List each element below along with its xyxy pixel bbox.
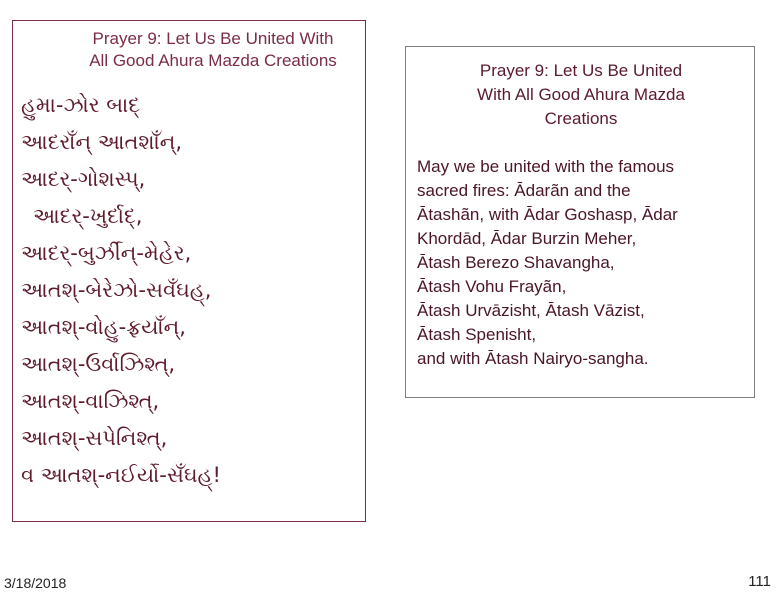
gujarati-line: આદર્-ગોશસ્પ્,	[21, 167, 146, 191]
left-title-line-2: All Good Ahura Mazda Creations	[89, 51, 337, 70]
english-translation-box	[405, 46, 755, 398]
right-title-line: Creations	[544, 109, 618, 128]
right-title	[426, 59, 736, 131]
translation-line: Ātash Urvāzisht, Ātash Vāzist,	[417, 301, 645, 320]
gujarati-line: આદર્-બુર્ઝીન્-મેહેર,	[21, 241, 192, 265]
gujarati-line: આદર્-ખુર્દાદ્,	[33, 204, 143, 228]
left-title-line-1: Prayer 9: Let Us Be United With	[92, 29, 334, 48]
gujarati-line: આતશ્-ઉર્વાઝિશ્ત્,	[21, 352, 176, 376]
translation-line: and with Ātash Nairyo-sangha.	[417, 349, 649, 368]
translation-line: Khordād, Ādar Burzin Meher,	[417, 229, 637, 248]
gujarati-line: આતશ્-બેરેઝો-સવઁઘહ્,	[21, 278, 212, 302]
right-title-line: With All Good Ahura Mazda	[477, 85, 685, 104]
translation-line: Ātashãn, with Ādar Goshasp, Ādar	[417, 205, 678, 224]
translation-line: sacred fires: Ādarãn and the	[417, 181, 631, 200]
gujarati-line: આતશ્-વોહુ-ફ્રયાઁન્,	[21, 315, 186, 339]
gujarati-line: આદરાઁન્ આતશાઁન્,	[21, 130, 183, 154]
translation-line: Ātash Berezo Shavangha,	[417, 253, 615, 272]
gujarati-line: વ આતશ્-નઈર્યો-સઁઘહ્!	[21, 463, 221, 487]
gujarati-line: આતશ્-વાઝિશ્ત્,	[21, 389, 160, 413]
english-translation-lines	[417, 155, 753, 371]
gujarati-line: આતશ્-સપેનિશ્ત્,	[21, 426, 168, 450]
gujarati-prayer-lines	[21, 87, 361, 494]
footer-date: 3/18/2018	[4, 575, 67, 591]
translation-line: Ātash Spenisht,	[417, 325, 537, 344]
left-title	[43, 28, 383, 72]
translation-line: Ātash Vohu Frayãn,	[417, 277, 567, 296]
right-title-line: Prayer 9: Let Us Be United	[479, 61, 683, 80]
page-number: 111	[748, 573, 771, 590]
gujarati-line: હુમા-ઝોર બાદ્	[21, 93, 141, 117]
translation-line: May we be united with the famous	[417, 157, 675, 176]
gujarati-text-box	[12, 20, 366, 522]
